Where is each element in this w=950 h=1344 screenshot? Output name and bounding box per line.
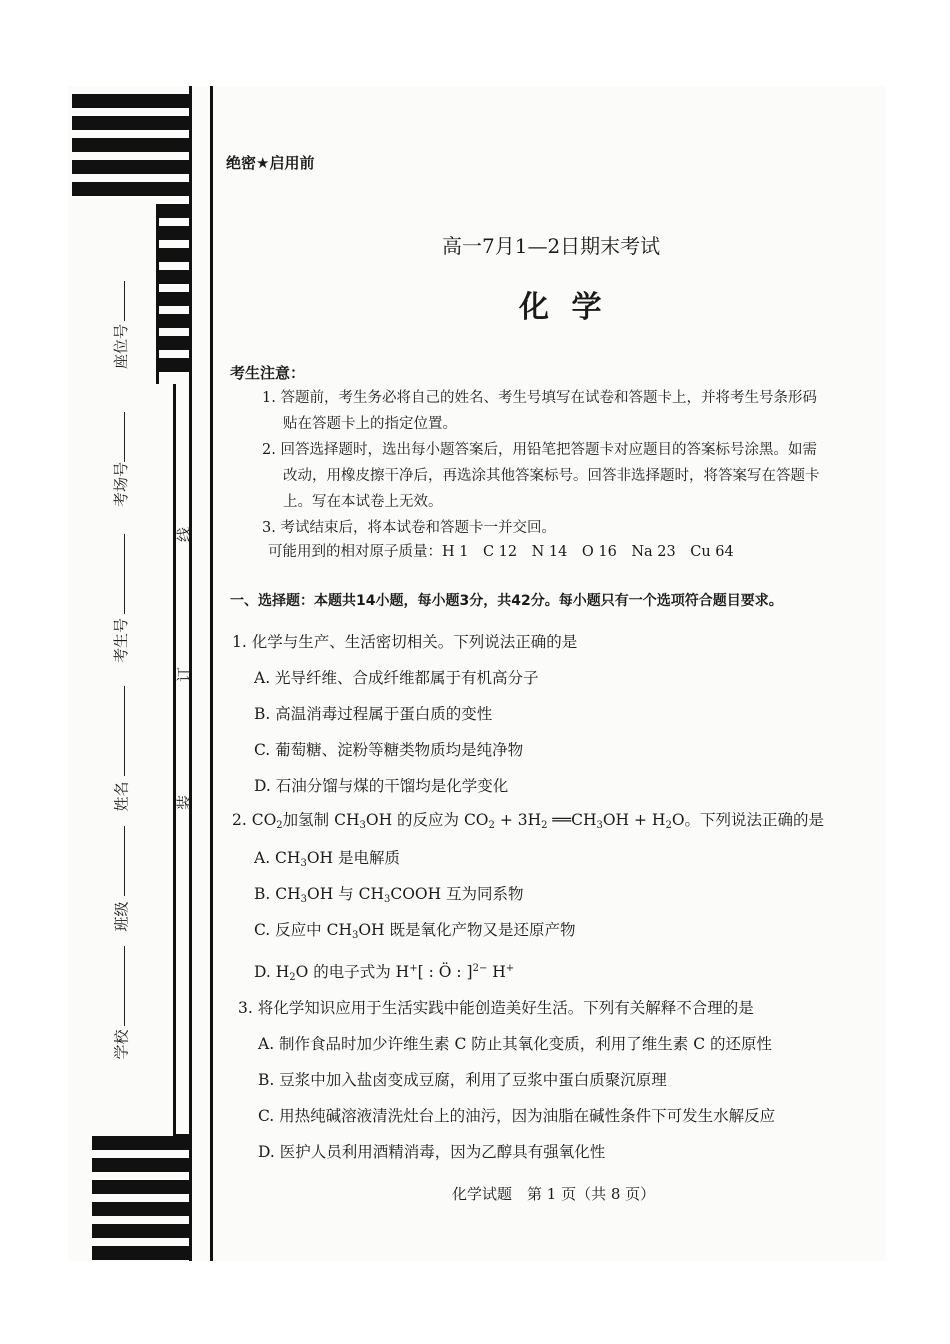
binding-stripe [72, 138, 192, 152]
exam-title: 高一7月1—2日期末考试 [442, 234, 661, 258]
field-school-blank[interactable] [124, 946, 125, 1026]
subject-title: 化 学 [519, 290, 608, 325]
binding-stripe [92, 1202, 192, 1216]
field-seat-number-label: 座位号 [112, 323, 131, 370]
atomic-masses: 可能用到的相对原子质量：H 1 C 12 N 14 O 16 Na 23 Cu 64 [268, 544, 734, 560]
notice-item-1: 1. 答题前，考生务必将自己的姓名、考生号填写在试卷和答题卡上，并将考生号条形码 [262, 390, 817, 406]
notice-item-3: 3. 考试结束后，将本试卷和答题卡一并交回。 [262, 520, 556, 536]
field-class-blank[interactable] [124, 826, 125, 896]
field-candidate-number-label: 考生号 [112, 617, 131, 664]
question-1-option-c: C. 葡萄糖、淀粉等糖类物质均是纯净物 [254, 741, 524, 759]
notice-item-2-cont: 上。写在本试卷上无效。 [283, 494, 443, 510]
field-class-label: 班级 [112, 901, 131, 932]
section-heading: 一、选择题：本题共14小题，每小题3分，共42分。每小题只有一个选项符合题目要求。 [230, 593, 783, 609]
question-2-option-a: A. $CH_3OH$ 是电解质 [254, 849, 400, 869]
field-candidate-number-blank[interactable] [124, 534, 125, 614]
binding-stripe [158, 248, 192, 262]
question-2-option-b: B. $CH_3OH$ 与 $CH_3COOH$ 互为同系物 [254, 885, 524, 905]
binding-stripe [92, 1136, 192, 1150]
cut-line-word: 线 [175, 526, 194, 543]
question-2-option-d: D. $H_2O$ 的电子式为 H+[ : Ö : ]$^{2-}$ H+ [254, 963, 515, 983]
field-exam-room-blank[interactable] [124, 412, 125, 462]
question-1-stem: 1. 化学与生产、生活密切相关。下列说法正确的是 [232, 633, 578, 651]
binding-stripe [92, 1180, 192, 1194]
binding-stripe [158, 226, 192, 240]
binding-stripe [72, 182, 192, 196]
binding-frame-line [156, 204, 159, 384]
question-3-option-b: B. 豆浆中加入盐卤变成豆腐，利用了豆浆中蛋白质聚沉原理 [258, 1071, 667, 1089]
binding-stripe [72, 116, 192, 130]
binding-stripe [72, 94, 192, 108]
binding-stripe [158, 358, 192, 372]
notice-title: 考生注意： [230, 364, 306, 382]
question-3-option-d: D. 医护人员利用酒精消毒，因为乙醇具有强氧化性 [258, 1143, 606, 1161]
binding-stripe [92, 1224, 192, 1238]
binding-frame-line [210, 86, 213, 1261]
page-footer: 化学试题 第 1 页（共 8 页） [452, 1185, 656, 1203]
question-2-stem: 2. $CO_2$加氢制 $CH_3OH$ 的反应为 $CO_2 + 3H_2$ $══CH_3OH + H_2O$。下列说法正确的是 [232, 811, 825, 831]
notice-item-2-cont: 改动，用橡皮擦干净后，再选涂其他答案标号。回答非选择题时，将答案写在答题卡 [283, 468, 820, 484]
field-name-label: 姓名 [112, 781, 131, 812]
field-name-blank[interactable] [124, 686, 125, 776]
question-3-stem: 3. 将化学知识应用于生活实践中能创造美好生活。下列有关解释不合理的是 [238, 999, 754, 1017]
question-3-option-c: C. 用热纯碱溶液清洗灶台上的油污，因为油脂在碱性条件下可发生水解反应 [258, 1107, 776, 1125]
binding-stripe [158, 270, 192, 284]
field-school-label: 学校 [112, 1029, 131, 1060]
confidential-mark: 绝密★启用前 [226, 154, 315, 172]
binding-stripe [158, 336, 192, 350]
question-1-option-b: B. 高温消毒过程属于蛋白质的变性 [254, 705, 493, 723]
binding-stripe [72, 160, 192, 174]
field-exam-room-label: 考场号 [112, 461, 131, 508]
question-2-option-c: C. 反应中 $CH_3OH$ 既是氧化产物又是还原产物 [254, 921, 576, 941]
cut-line-word: 装 [175, 794, 194, 811]
binding-stripe [158, 204, 192, 218]
question-1-option-a: A. 光导纤维、合成纤维都属于有机高分子 [254, 669, 539, 687]
binding-stripe [158, 314, 192, 328]
notice-item-2: 2. 回答选择题时，选出每小题答案后，用铅笔把答题卡对应题目的答案标号涂黑。如需 [262, 442, 817, 458]
binding-margin [68, 86, 218, 1261]
field-seat-number-blank[interactable] [124, 281, 125, 321]
binding-stripe [92, 1158, 192, 1172]
binding-stripe [158, 292, 192, 306]
notice-item-1-cont: 贴在答题卡上的指定位置。 [283, 416, 457, 432]
binding-frame-line [173, 384, 176, 1136]
question-1-option-d: D. 石油分馏与煤的干馏均是化学变化 [254, 777, 509, 795]
cut-line-word: 订 [175, 666, 194, 683]
question-3-option-a: A. 制作食品时加少许维生素 C 防止其氧化变质，利用了维生素 C 的还原性 [258, 1035, 772, 1053]
binding-stripe [92, 1246, 192, 1260]
